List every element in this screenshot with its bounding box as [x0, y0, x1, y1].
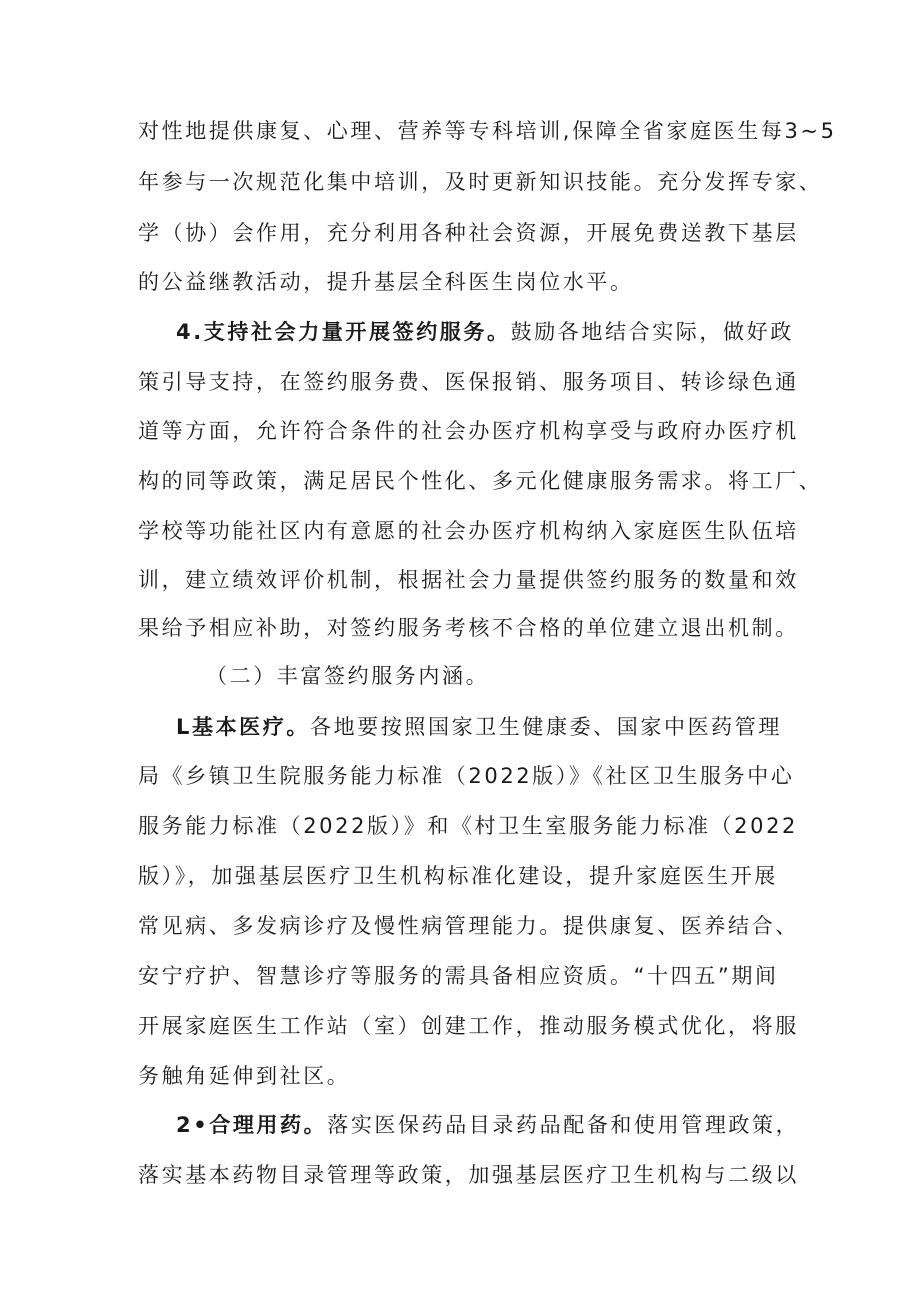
text-line: 服务能力标准（2022版）》和《村卫生室服务能力标准（2022 [138, 814, 798, 838]
paragraph-basic-text: 各地要按照国家卫生健康委、国家中医药管理 [309, 715, 782, 739]
paragraph-4-text: 鼓励各地结合实际，做好政 [510, 320, 794, 344]
text-line: 版）》，加强基层医疗卫生机构标准化建设，提升家庭医生开展 [138, 864, 778, 888]
text-line: 务触角延伸到社区。 [138, 1064, 351, 1088]
text-line: 局《乡镇卫生院服务能力标准（2022版）》《社区卫生服务中心 [138, 764, 795, 788]
text-line: 果给予相应补助，对签约服务考核不合格的单位建立退出机制。 [138, 616, 799, 640]
text-line: 的公益继教活动，提升基层全科医生岗位水平。 [138, 270, 634, 294]
paragraph-2-text: 落实医保药品目录药品配备和使用管理政策， [327, 1113, 800, 1137]
paragraph-basic-first-line [176, 713, 782, 741]
paragraph-2-first-line [176, 1111, 799, 1139]
paragraph-basic-heading: L基本医疗。 [176, 715, 310, 739]
text-line: 构的同等政策，满足居民个性化、多元化健康服务需求。将工厂、 [138, 469, 823, 493]
text-line: 落实基本药物目录管理等政策，加强基层医疗卫生机构与二级以 [138, 1163, 799, 1187]
text-line: 训，建立绩效评价机制，根据社会力量提供签约服务的数量和效 [138, 568, 799, 592]
text-line: 对性地提供康复、心理、营养等专科培训,保障全省家庭医生每3~5 [138, 119, 837, 143]
text-line: 常见病、多发病诊疗及慢性病管理能力。提供康复、医养结合、 [138, 914, 799, 938]
text-line: 道等方面，允许符合条件的社会办医疗机构享受与政府办医疗机 [138, 419, 799, 443]
text-line: 开展家庭医生工作站（室）创建工作，推动服务模式优化，将服 [138, 1014, 799, 1038]
section-heading: （二）丰富签约服务内涵。 [206, 664, 490, 688]
paragraph-4-first-line [176, 318, 794, 346]
text-line: 策引导支持，在签约服务费、医保报销、服务项目、转诊绿色通 [138, 370, 799, 394]
paragraph-2-heading: 2•合理用药。 [176, 1113, 328, 1137]
text-line: 学校等功能社区内有意愿的社会办医疗机构纳入家庭医生队伍培 [138, 519, 799, 543]
text-line: 学（协）会作用，充分利用各种社会资源，开展免费送教下基层 [138, 221, 799, 245]
text-line: 安宁疗护、智慧诊疗等服务的需具备相应资质。“十四五”期间 [138, 964, 779, 988]
paragraph-4-heading: 4.支持社会力量开展签约服务。 [176, 320, 511, 344]
text-line: 年参与一次规范化集中培训，及时更新知识技能。充分发挥专家、 [138, 170, 823, 194]
